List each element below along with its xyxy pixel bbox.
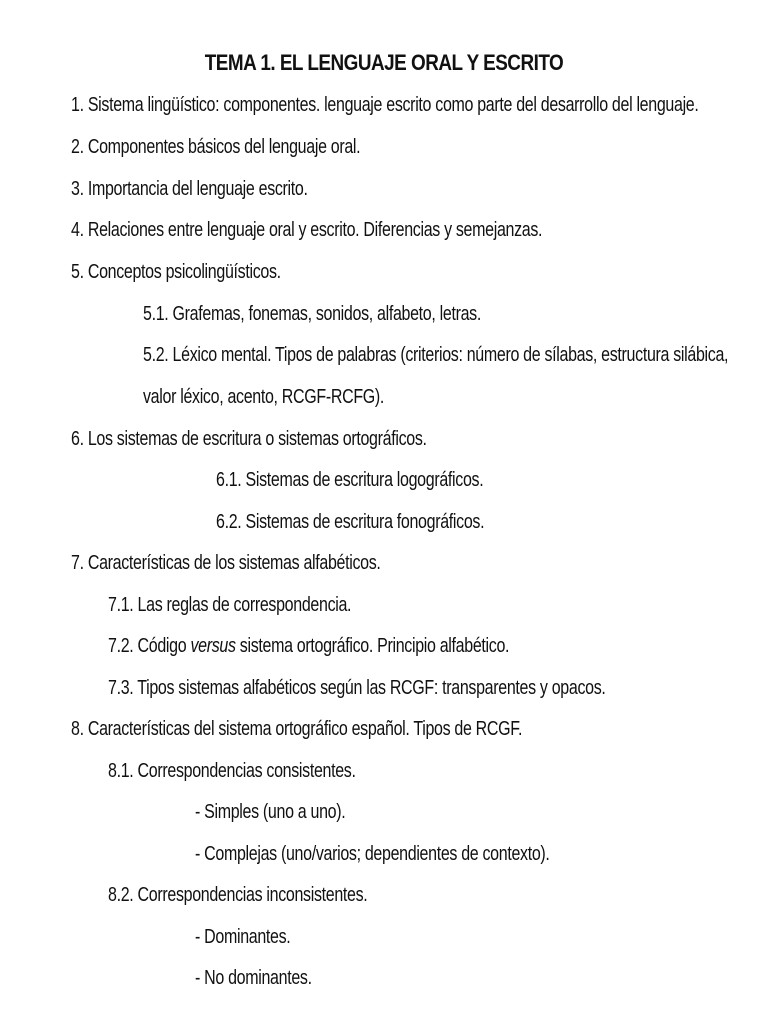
item-line-no-dominantes: - No dominantes. — [195, 967, 312, 989]
item-line-complejas: - Complejas (uno/varios; dependientes de contexto). — [195, 843, 550, 865]
topic-line-3: 3. Importancia del lenguaje escrito. — [71, 178, 308, 200]
subtopic-line-7-1: 7.1. Las reglas de correspondencia. — [108, 594, 352, 616]
subtopic-line-5-2-cont: valor léxico, acento, RCGF-RCFG). — [143, 386, 385, 408]
line-7-2-before: 7.2. Código — [108, 635, 191, 657]
subtopic-line-8-2: 8.2. Correspondencias inconsistentes. — [108, 884, 368, 906]
line-7-2-after: sistema ortográfico. Principio alfabético. — [235, 635, 510, 657]
subtopic-line-8-1: 8.1. Correspondencias consistentes. — [108, 760, 356, 782]
subtopic-line-5-1: 5.1. Grafemas, fonemas, sonidos, alfabeto, letras. — [143, 303, 481, 325]
topic-line-2: 2. Componentes básicos del lenguaje oral. — [71, 136, 361, 158]
topic-line-5: 5. Conceptos psicolingüísticos. — [71, 261, 281, 283]
item-line-simples: - Simples (uno a uno). — [195, 801, 346, 823]
subtopic-line-6-1: 6.1. Sistemas de escritura logográficos. — [216, 469, 484, 491]
document-title: TEMA 1. EL LENGUAJE ORAL Y ESCRITO — [204, 50, 564, 75]
topic-line-7: 7. Características de los sistemas alfabéticos. — [71, 552, 381, 574]
item-line-dominantes: - Dominantes. — [195, 926, 291, 948]
topic-line-1: 1. Sistema lingüístico: componentes. lenguaje escrito como parte del desarrollo del lenguaje. — [71, 94, 699, 116]
topic-line-8: 8. Características del sistema ortográfico español. Tipos de RCGF. — [71, 718, 523, 740]
subtopic-line-7-3: 7.3. Tipos sistemas alfabéticos según las RCGF: transparentes y opacos. — [108, 677, 606, 699]
line-7-2-italic: versus — [190, 635, 236, 657]
subtopic-line-6-2: 6.2. Sistemas de escritura fonográficos. — [216, 511, 485, 533]
subtopic-line-7-2 — [108, 631, 509, 661]
topic-line-4: 4. Relaciones entre lenguaje oral y escrito. Diferencias y semejanzas. — [71, 219, 543, 241]
topic-line-6: 6. Los sistemas de escritura o sistemas ortográficos. — [71, 428, 427, 450]
subtopic-line-5-2: 5.2. Léxico mental. Tipos de palabras (criterios: número de sílabas, estructura silábica, — [143, 344, 729, 366]
